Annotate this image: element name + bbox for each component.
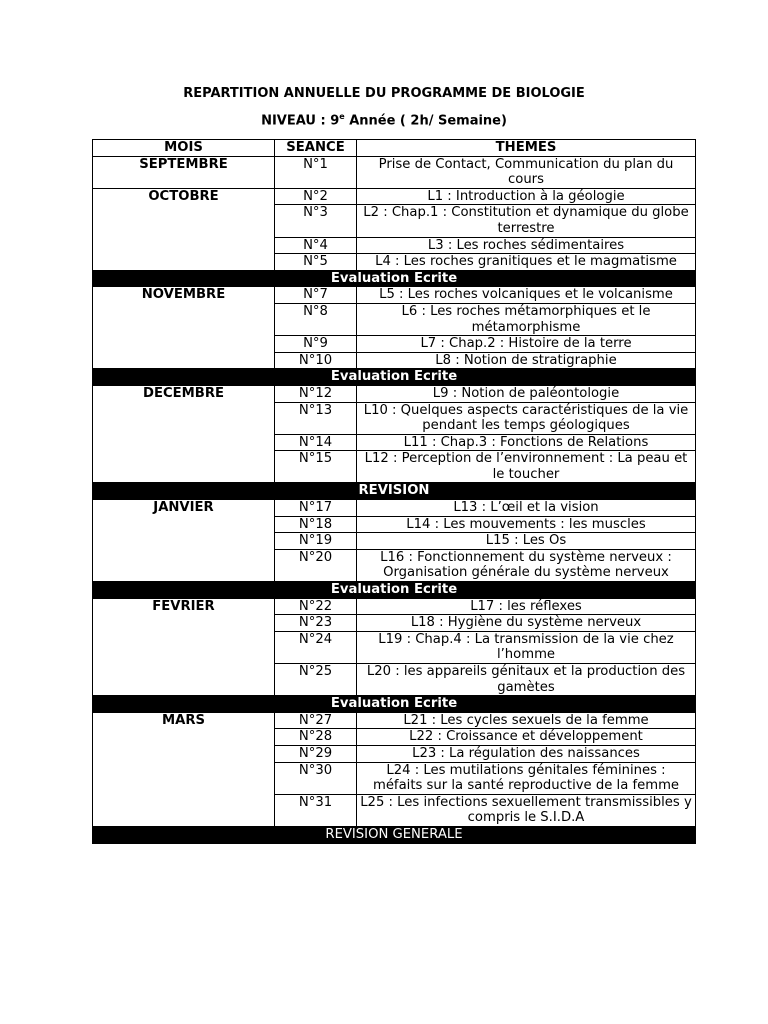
table-row	[93, 156, 696, 188]
section-band	[93, 826, 696, 843]
level-prefix: NIVEAU : 9	[261, 113, 340, 129]
theme-cell: L10 : Quelques aspects caractéristiques de la vie pendant les temps géologiques	[357, 402, 696, 434]
theme-cell: L24 : Les mutilations génitales féminines : méfaits sur la santé reproductive de la femme	[357, 762, 696, 794]
section-band	[93, 369, 696, 386]
section-band	[93, 270, 696, 287]
table-row	[93, 500, 696, 517]
seance-cell: N°2	[275, 188, 357, 205]
seance-cell: N°15	[275, 451, 357, 483]
seance-cell: N°30	[275, 762, 357, 794]
header-mois: MOIS	[93, 140, 275, 157]
seance-cell: N°25	[275, 664, 357, 696]
seance-cell: N°17	[275, 500, 357, 517]
theme-cell: L12 : Perception de l’environnement : La peau et le toucher	[357, 451, 696, 483]
seance-cell: N°1	[275, 156, 357, 188]
theme-cell: L1 : Introduction à la géologie	[357, 188, 696, 205]
section-band-label: REVISION GENERALE	[93, 826, 696, 843]
section-band-label: Evaluation Ecrite	[93, 270, 696, 287]
seance-cell: N°7	[275, 287, 357, 304]
section-band-label: Evaluation Ecrite	[93, 582, 696, 599]
table-row	[93, 188, 696, 205]
seance-cell: N°22	[275, 598, 357, 615]
theme-cell: L2 : Chap.1 : Constitution et dynamique du globe terrestre	[357, 205, 696, 237]
theme-cell: L8 : Notion de stratigraphie	[357, 352, 696, 369]
header-seance: SEANCE	[275, 140, 357, 157]
month-cell: MARS	[93, 712, 275, 826]
table-row	[93, 287, 696, 304]
seance-cell: N°18	[275, 516, 357, 533]
month-cell: OCTOBRE	[93, 188, 275, 270]
theme-cell: L19 : Chap.4 : La transmission de la vie chez l’homme	[357, 631, 696, 663]
theme-cell: L4 : Les roches granitiques et le magmatisme	[357, 254, 696, 271]
seance-cell: N°5	[275, 254, 357, 271]
theme-cell: L11 : Chap.3 : Fonctions de Relations	[357, 434, 696, 451]
seance-cell: N°29	[275, 745, 357, 762]
theme-cell: L13 : L’œil et la vision	[357, 500, 696, 517]
seance-cell: N°14	[275, 434, 357, 451]
month-cell: NOVEMBRE	[93, 287, 275, 369]
seance-cell: N°28	[275, 729, 357, 746]
section-band-label: Evaluation Ecrite	[93, 369, 696, 386]
seance-cell: N°24	[275, 631, 357, 663]
level-suffix: Année ( 2h/ Semaine)	[344, 113, 507, 129]
theme-cell: L5 : Les roches volcaniques et le volcanisme	[357, 287, 696, 304]
seance-cell: N°20	[275, 549, 357, 581]
seance-cell: N°3	[275, 205, 357, 237]
theme-cell: L14 : Les mouvements : les muscles	[357, 516, 696, 533]
theme-cell: L16 : Fonctionnement du système nerveux : Organisation générale du système nerveux	[357, 549, 696, 581]
theme-cell: L9 : Notion de paléontologie	[357, 385, 696, 402]
theme-cell: L23 : La régulation des naissances	[357, 745, 696, 762]
seance-cell: N°8	[275, 303, 357, 335]
seance-cell: N°19	[275, 533, 357, 550]
level-superscript: e	[339, 112, 345, 121]
table-body	[93, 156, 696, 843]
section-band-label: Evaluation Ecrite	[93, 696, 696, 713]
seance-cell: N°23	[275, 615, 357, 632]
seance-cell: N°27	[275, 712, 357, 729]
month-cell: SEPTEMBRE	[93, 156, 275, 188]
seance-cell: N°12	[275, 385, 357, 402]
section-band	[93, 582, 696, 599]
theme-cell: L21 : Les cycles sexuels de la femme	[357, 712, 696, 729]
table-row	[93, 385, 696, 402]
theme-cell: L20 : les appareils génitaux et la production des gamètes	[357, 664, 696, 696]
header-themes: THEMES	[357, 140, 696, 157]
section-band-label: REVISION	[93, 483, 696, 500]
theme-cell: L3 : Les roches sédimentaires	[357, 237, 696, 254]
table-row	[93, 598, 696, 615]
seance-cell: N°4	[275, 237, 357, 254]
month-cell: FEVRIER	[93, 598, 275, 696]
document-title: REPARTITION ANNUELLE DU PROGRAMME DE BIOLOGIE	[183, 86, 585, 101]
seance-cell: N°9	[275, 336, 357, 353]
table-row	[93, 712, 696, 729]
month-cell: DECEMBRE	[93, 385, 275, 483]
section-band	[93, 483, 696, 500]
table-header-row	[93, 140, 696, 157]
theme-cell: L7 : Chap.2 : Histoire de la terre	[357, 336, 696, 353]
theme-cell: L17 : les réflexes	[357, 598, 696, 615]
theme-cell: L22 : Croissance et développement	[357, 729, 696, 746]
theme-cell: L25 : Les infections sexuellement transmissibles y compris le S.I.D.A	[357, 794, 696, 826]
section-band	[93, 696, 696, 713]
seance-cell: N°10	[275, 352, 357, 369]
theme-cell: L6 : Les roches métamorphiques et le métamorphisme	[357, 303, 696, 335]
theme-cell: Prise de Contact, Communication du plan du cours	[357, 156, 696, 188]
program-table	[92, 139, 696, 844]
month-cell: JANVIER	[93, 500, 275, 582]
seance-cell: N°13	[275, 402, 357, 434]
seance-cell: N°31	[275, 794, 357, 826]
level-subtitle	[0, 112, 768, 128]
theme-cell: L18 : Hygiène du système nerveux	[357, 615, 696, 632]
theme-cell: L15 : Les Os	[357, 533, 696, 550]
